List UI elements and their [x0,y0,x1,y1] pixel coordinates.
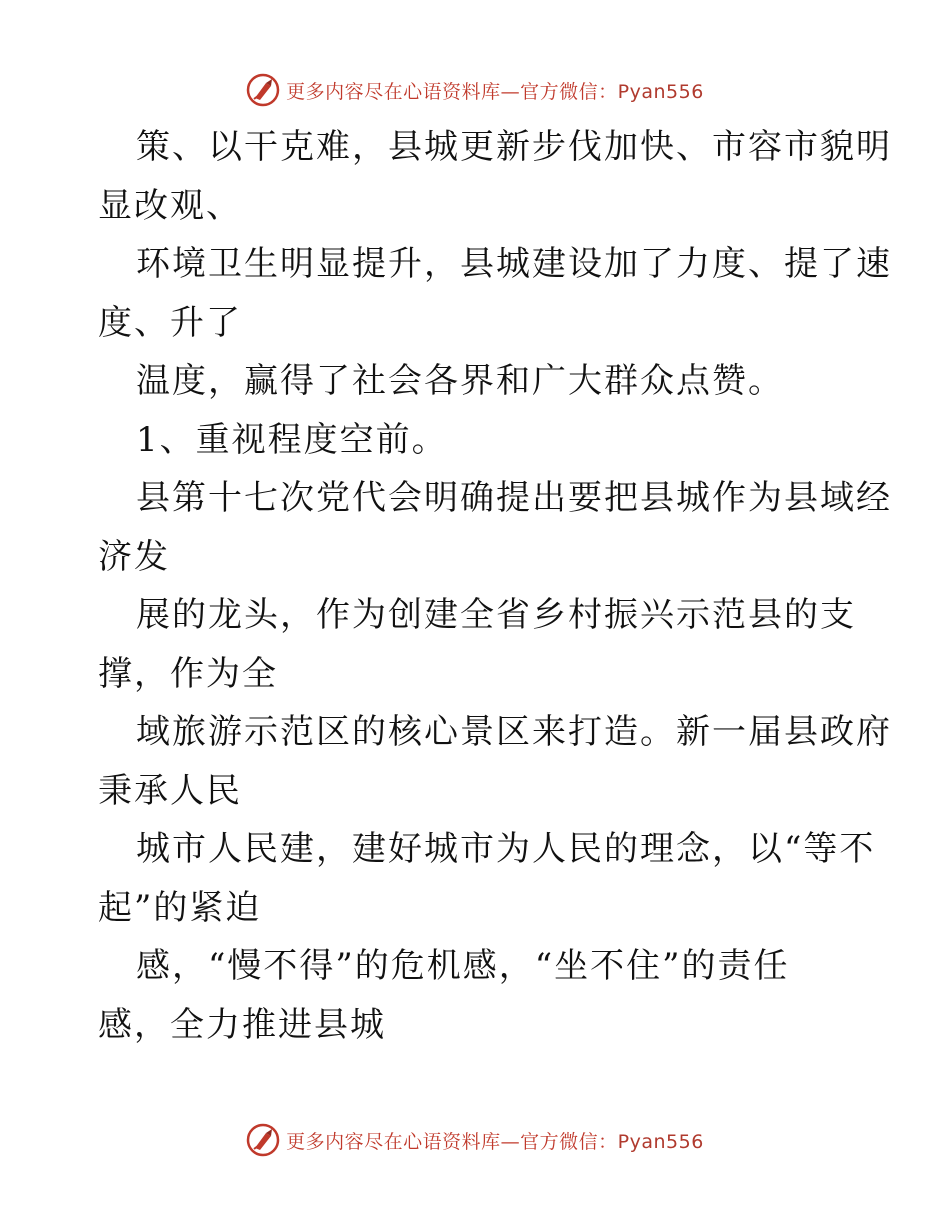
body-line: 域旅游示范区的核心景区来打造。新一届县政府 [136,712,892,752]
body-line: 展的龙头，作为创建全省乡村振兴示范县的支 [136,595,856,635]
body-line: 显改观、 [98,185,242,226]
quill-logo-icon [246,1123,280,1157]
body-line: 县第十七次党代会明确提出要把县城作为县域经 [136,478,892,518]
body-line: 起”的紧迫 [98,887,262,928]
footer-banner-id: Pyan556 [617,1130,704,1153]
body-line: 感，全力推进县城 [98,1004,386,1045]
quill-logo-icon [246,73,280,107]
header-banner-id: Pyan556 [617,80,704,103]
body-line: 环境卫生明显提升，县城建设加了力度、提了速 [136,244,892,284]
body-line: 秉承人民 [98,770,242,811]
body-line: 济发 [98,536,170,577]
body-line: 撑，作为全 [98,653,278,694]
footer-banner [0,1118,950,1162]
body-line: 策、以干克难，县城更新步伐加快、市容市貌明 [136,127,892,167]
body-line: 度、升了 [98,302,242,343]
footer-banner-text: 更多内容尽在心语资料库—官方微信： [286,1130,618,1153]
header-banner [0,68,950,112]
header-banner-text: 更多内容尽在心语资料库—官方微信： [286,80,618,103]
body-line: 城市人民建，建好城市为人民的理念，以“等不 [136,829,876,869]
section-heading: 1、重视程度空前。 [136,419,448,460]
body-line: 温度，赢得了社会各界和广大群众点赞。 [136,361,784,401]
body-text [98,118,892,1054]
body-line: 感，“慢不得”的危机感，“坐不住”的责任 [136,946,790,986]
